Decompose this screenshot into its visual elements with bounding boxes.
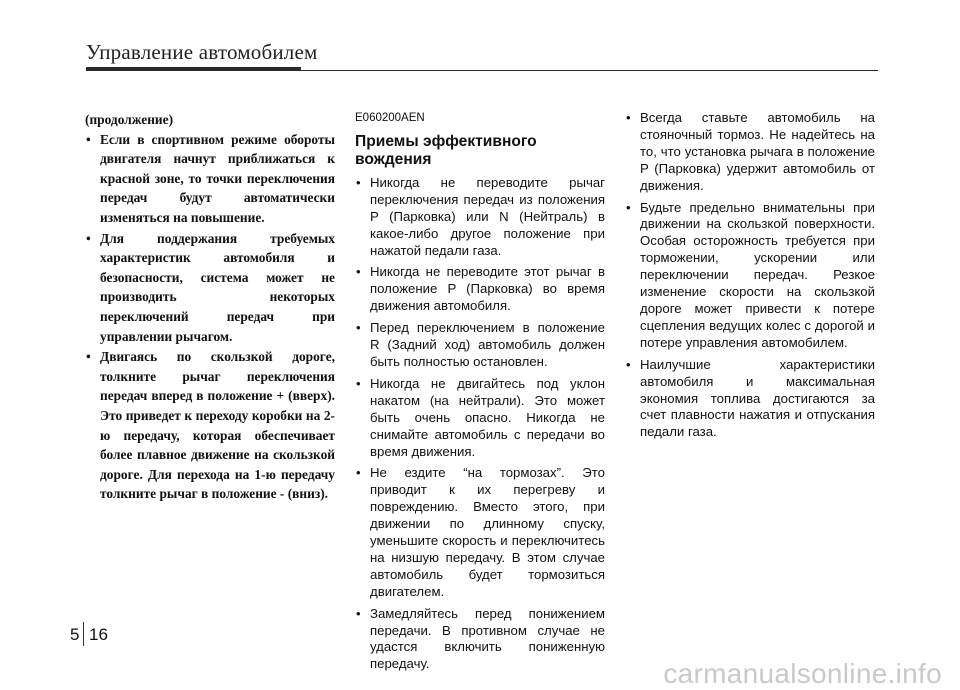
- list-item: • Всегда ставьте автомобиль на стояночный тормоз. Не надейтесь на то, что установка рычага в положение P (Парковка) удержит автомобиль от движения.: [625, 110, 875, 195]
- list-item: • Двигаясь по скользкой дороге, толкните рычаг переключения передач вперед в положение + (вверх). Это приведет к переходу коробки на 2-ю передачу, которая обеспечивает более плавное движение на скользкой дороге. Для перехода на 1-ю передачу толкните рычаг в положение - (вниз).: [85, 347, 335, 504]
- list-item: • Никогда не переводите рычаг переключения передач из положения P (Парковка) или N (Нейтраль) в какое-либо другое положение при нажатой педали газа.: [355, 175, 605, 260]
- list-item: • Никогда не переводите этот рычаг в положение P (Парковка) во время движения автомобиля.: [355, 264, 605, 315]
- list-item: • Если в спортивном режиме обороты двигателя начнут приближаться к красной зоне, то точки переключения передач будут автоматически изменяться на повышение.: [85, 130, 335, 228]
- section-title: Приемы эффективного вождения: [355, 132, 537, 168]
- list-item: • Для поддержания требуемых характеристик автомобиля и безопасности, система может не производить некоторых переключений передач при управлении рычагом.: [85, 229, 335, 347]
- list-item: • Наилучшие характеристики автомобиля и максимальная экономия топлива достигаются за счет плавности нажатия и отпускания педали газа.: [625, 357, 875, 442]
- chapter-number: 5: [70, 625, 80, 644]
- page-number-divider: [83, 622, 84, 646]
- column-right: [625, 110, 875, 446]
- list-item: • Никогда не двигайтесь под уклон накатом (на нейтрали). Это может быть очень опасно. Никогда не снимайте автомобиль с передачи во время движения.: [355, 376, 605, 461]
- header-rule: [86, 70, 878, 71]
- watermark: carmanualsonline.info: [663, 658, 942, 689]
- page-title: Управление автомобилем: [86, 40, 318, 64]
- bullet-list: [85, 130, 335, 504]
- list-item: • Перед переключением в положение R (Задний ход) автомобиль должен быть полностью остановлен.: [355, 320, 605, 371]
- bullet-list: [355, 175, 605, 673]
- list-item: • Будьте предельно внимательны при движении на скользкой поверхности. Особая осторожность требуется при торможении, ускорении или переключении передач. Резкое изменение скорости на скользкой дороге может привести к потере сцепления ведущих колес с дорогой и потере управления автомобилем.: [625, 200, 875, 352]
- column-middle: [355, 110, 605, 678]
- column-left: [85, 110, 335, 505]
- list-item: • Замедляйтесь перед понижением передачи. В противном случае не удастся включить пониженную передачу.: [355, 606, 605, 674]
- bullet-list: [625, 110, 875, 441]
- page-number: 16: [89, 625, 108, 644]
- section-code: E060200AEN: [355, 112, 425, 124]
- list-item: • Не ездите “на тормозах”. Это приводит к их перегреву и повреждению. Вместо этого, при движении по длинному спуску, уменьшите скорость и переключитесь на низшую передачу. В этом случае автомобиль будет тормозиться двигателем.: [355, 465, 605, 600]
- continued-label: (продолжение): [85, 112, 174, 127]
